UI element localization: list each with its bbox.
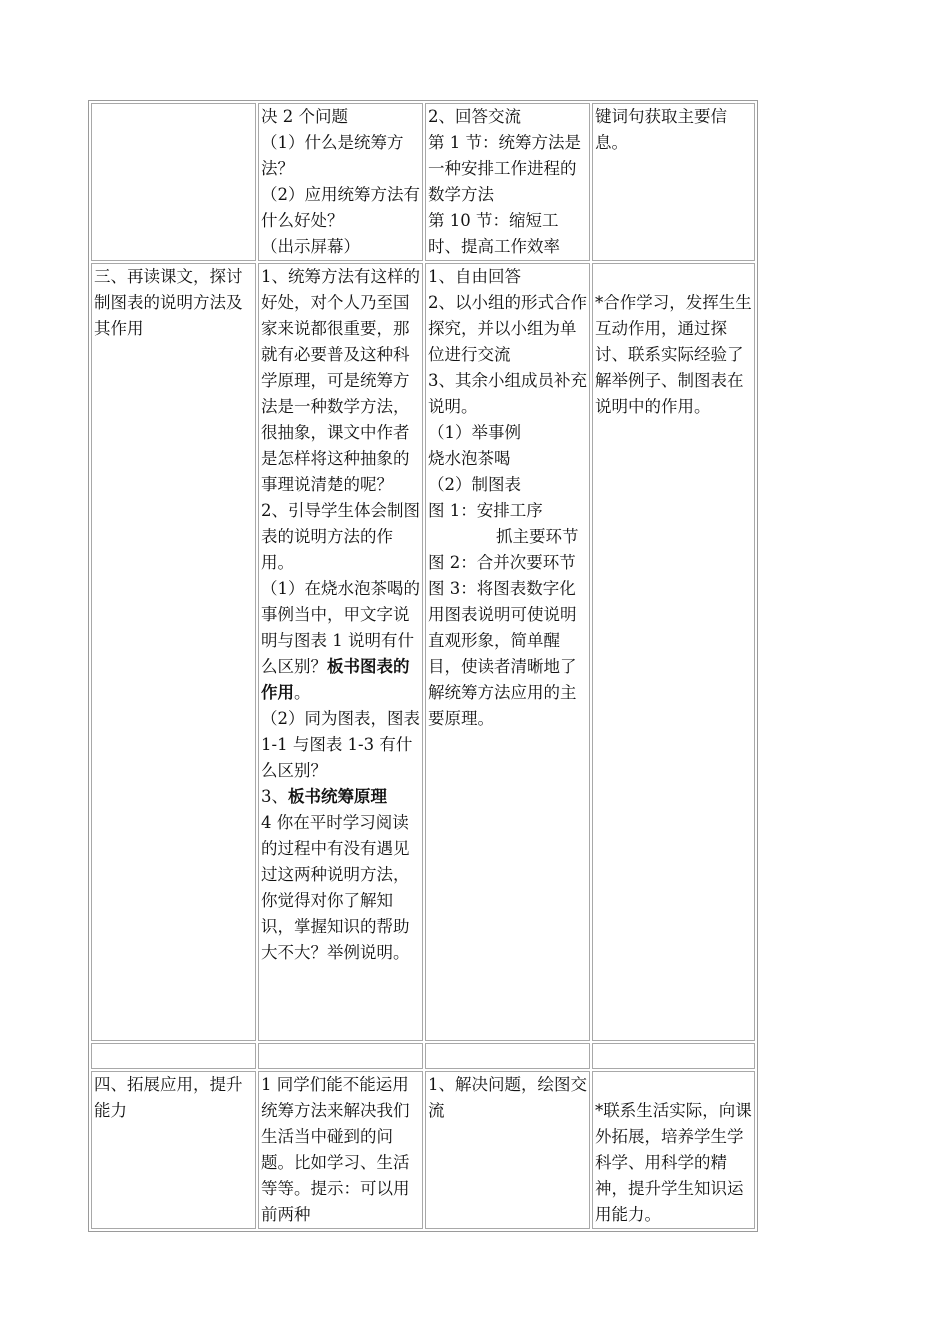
cell-design-intent <box>592 1071 755 1229</box>
text-line: （1）什么是统筹方法？ <box>261 133 404 178</box>
empty-cell <box>258 1043 423 1069</box>
text-line: 1、自由回答 <box>428 267 521 286</box>
table-row-empty <box>91 1043 755 1069</box>
cell-design-intent: 键词句获取主要信息。 <box>592 103 755 261</box>
text-line: *联系生活实际，向课外拓展，培养学生学科学、用科学的精神，提升学生知识运用能力。 <box>595 1101 752 1224</box>
text-line: 抓主要环节 <box>496 527 579 546</box>
text-run: （1）在烧水泡茶喝的事例当中，甲文字说明与图表 1 说明有什么区别？ <box>261 579 420 676</box>
cell-stage <box>91 103 256 261</box>
empty-cell <box>425 1043 590 1069</box>
empty-cell <box>592 1043 755 1069</box>
table-row <box>91 1071 755 1229</box>
text-line: 决 2 个问题 <box>261 107 348 126</box>
cell-teacher-activity: 1 同学们能不能运用统筹方法来解决我们生活当中碰到的问题。比如学习、生活等等。提示：可以用前两种 <box>258 1071 423 1229</box>
text-line: 1、统筹方法有这样的好处，对个人乃至国家来说都很重要，那就有必要普及这种科学原理，可是统筹方法是一种数学方法，很抽象，课文中作者是怎样将这种抽象的事理说清楚的呢？ <box>261 267 420 494</box>
cell-stage: 三、再读课文，探讨制图表的说明方法及其作用 <box>91 263 256 1041</box>
text-line: *合作学习，发挥生生互动作用，通过探讨、联系实际经验了解举例子、制图表在说明中的作用。 <box>595 293 752 416</box>
text-line: （2）应用统筹方法有什么好处？ <box>261 185 420 230</box>
cell-teacher-activity <box>258 263 426 1041</box>
text-line: （2）同为图表，图表 1-1 与图表 1-3 有什么区别？ <box>261 709 426 780</box>
text-line: （2）制图表 <box>428 475 521 494</box>
text-line: 用图表说明可使说明直观形象，简单醒目，使读者清晰地了解统筹方法应用的主要原理。 <box>428 605 577 728</box>
text-line: 图 1：安排工序 <box>428 501 543 520</box>
text-line: 图 2：合并次要环节 <box>428 553 576 572</box>
text-line: 4 你在平时学习阅读的过程中有没有遇见过这两种说明方法，你觉得对你了解知识，掌握知识的帮助大不大？举例说明。 <box>261 813 410 962</box>
spacer <box>595 264 753 290</box>
text-run: 3、 <box>261 787 288 806</box>
text-line: （出示屏幕） <box>261 237 360 256</box>
table-row <box>91 263 755 1041</box>
text-line: 2、回答交流 <box>428 107 521 126</box>
cell-design-intent <box>592 263 755 1041</box>
cell-stage: 四、拓展应用，提升能力 <box>91 1071 256 1229</box>
spacer <box>595 1072 753 1098</box>
board-note: 板书统筹原理 <box>288 787 387 806</box>
lesson-plan-table <box>88 100 758 1232</box>
text-line: 第 1 节：统筹方法是一种安排工作进程的数学方法 <box>428 133 581 204</box>
text-line: 2、以小组的形式合作探究，并以小组为单位进行交流 <box>428 293 587 364</box>
empty-cell <box>91 1043 256 1069</box>
text-line: 2、引导学生体会制图表的说明方法的作用。 <box>261 501 420 572</box>
text-run: 。 <box>294 683 311 702</box>
cell-student-activity <box>425 103 590 261</box>
text-line <box>261 784 421 810</box>
text-line: 烧水泡茶喝 <box>428 449 511 468</box>
text-line: 第 10 节：缩短工时、提高工作效率 <box>428 211 560 256</box>
cell-teacher-activity <box>258 103 423 261</box>
board-note: 板书图表的作用 <box>261 657 410 702</box>
text-line: （1）举事例 <box>428 423 521 442</box>
text-line: 3、其余小组成员补充说明。 <box>428 371 587 416</box>
cell-student-activity <box>425 263 590 1041</box>
text-line: 图 3：将图表数字化 <box>428 579 576 598</box>
table-row <box>91 103 755 261</box>
cell-student-activity: 1、解决问题，绘图交流 <box>425 1071 590 1229</box>
text-line <box>261 576 421 706</box>
